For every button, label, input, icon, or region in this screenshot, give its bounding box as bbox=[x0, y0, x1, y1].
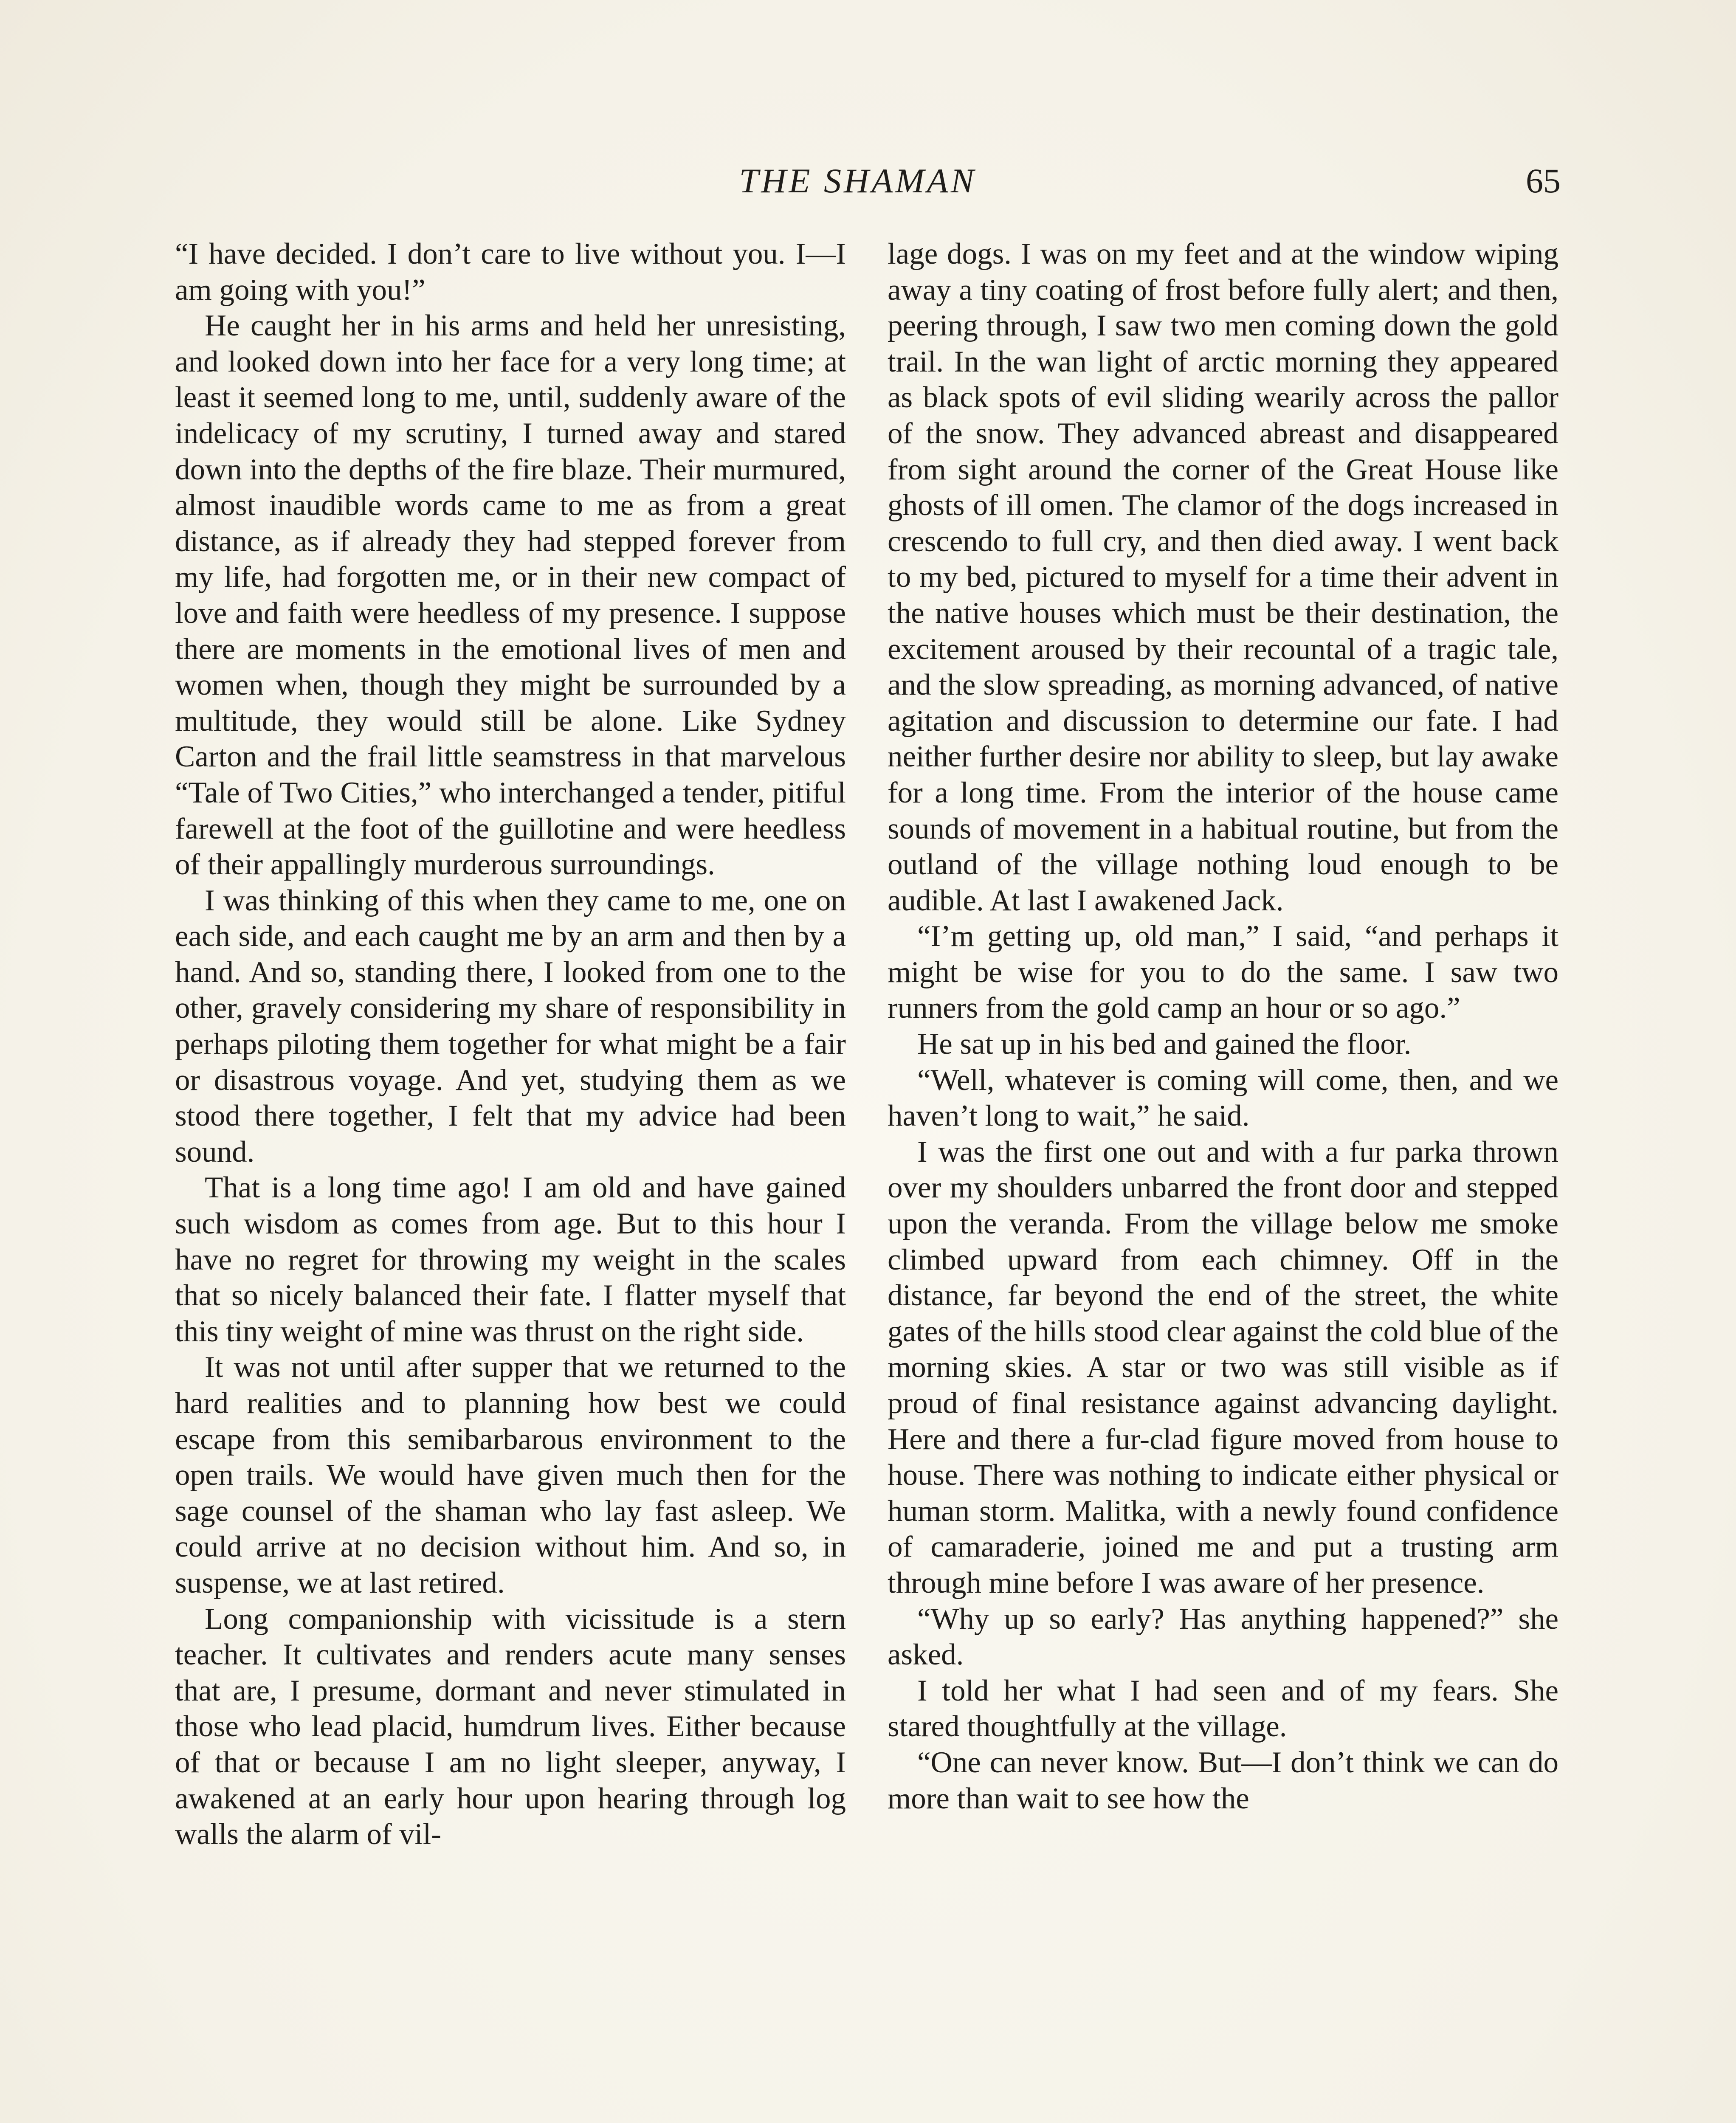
paragraph: “Well, whatever is coming will come, then, and we haven’t long to wait,” he said. bbox=[888, 1063, 1558, 1133]
paragraph: I told her what I had seen and of my fears. She stared thoughtfully at the village. bbox=[888, 1674, 1558, 1743]
paragraph: It was not until after supper that we returned to the hard realities and to planning how best we could escape from this semibarbarous environment to the open trails. We would have given much then for the sage counsel of the shaman who lay fast asleep. We could arrive at no decision without him. And so, in suspense, we at last retired. bbox=[175, 1351, 846, 1599]
paragraph: lage dogs. I was on my feet and at the window wiping away a tiny coating of frost before fully alert; and then, peering through, I saw two men coming down the gold trail. In the wan light of arctic morning they appeared as black spots of evil sliding wearily across the pallor of the snow. They advanced abreast and disappeared from sight around the corner of the Great House like ghosts of ill omen. The clamor of the dogs increased in crescendo to full cry, and then died away. I went back to my bed, pictured to myself for a time their advent in the native houses which must be their destination, the excitement aroused by their recountal of a tragic tale, and the slow spreading, as morning advanced, of native agitation and discussion to determine our fate. I had neither further desire nor ability to sleep, but lay awake for a long time. From the interior of the house came sounds of movement in a habitual routine, but from the outland of the village nothing loud enough to be audible. At last I awakened Jack. bbox=[888, 237, 1558, 917]
paragraph: “One can never know. But—I don’t think we can do more than wait to see how the bbox=[888, 1746, 1558, 1815]
paragraph: He sat up in his bed and gained the floor. bbox=[917, 1028, 1412, 1061]
left-column bbox=[175, 236, 846, 1853]
paragraph: I was thinking of this when they came to me, one on each side, and each caught me by an arm and then by a hand. And so, standing there, I looked from one to the other, gravely considering my share of responsibility in perhaps piloting them together for what might be a fair or disastrous voyage. And yet, studying them as we stood there together, I felt that my advice had been sound. bbox=[175, 884, 846, 1168]
paragraph: He caught her in his arms and held her unresisting, and looked down into her face for a very long time; at least it seemed long to me, until, suddenly aware of the indelicacy of my scrutiny, I turned away and stared down into the depths of the fire blaze. Their murmured, almost inaudible words came to me as from a great distance, as if already they had stepped forever from my life, had forgotten me, or in their new compact of love and faith were heedless of my presence. I suppose there are moments in the emotional lives of men and women when, though they might be surrounded by a multitude, they would still be alone. Like Sydney Carton and the frail little seamstress in that marvelous “Tale of Two Cities,” who interchanged a tender, pitiful farewell at the foot of the guillotine and were heedless of their appallingly murderous surroundings. bbox=[175, 309, 846, 881]
paragraph: Long companionship with vicissitude is a stern teacher. It cultivates and renders acute many senses that are, I presume, dormant and never stimulated in those who lead placid, humdrum lives. Either because of that or because I am no light sleeper, anyway, I awakened at an early hour upon hearing through log walls the alarm of vil- bbox=[175, 1602, 846, 1851]
page-number: 65 bbox=[1526, 161, 1561, 200]
paragraph: That is a long time ago! I am old and have gained such wisdom as comes from age. But to this hour I have no regret for throwing my weight in the scales that so nicely balanced their fate. I flatter myself that this tiny weight of mine was thrust on the right side. bbox=[175, 1171, 846, 1348]
paragraph: “I have decided. I don’t care to live without you. I—I am going with you!” bbox=[175, 237, 846, 307]
paragraph: “Why up so early? Has anything happened?” she asked. bbox=[888, 1602, 1558, 1672]
paragraph: I was the first one out and with a fur parka thrown over my shoulders unbarred the front door and stepped upon the veranda. From the village below me smoke climbed upward from each chimney. Off in the distance, far beyond the end of the street, the white gates of the hills stood clear against the cold blue of the morning skies. A star or two was still visible as if proud of final resistance against advancing daylight. Here and there a fur-clad figure moved from house to house. There was nothing to indicate either physical or human storm. Malitka, with a newly found confidence of camaraderie, joined me and put a trusting arm through mine before I was aware of her presence. bbox=[888, 1135, 1558, 1599]
running-title: THE SHAMAN bbox=[739, 161, 977, 200]
paragraph: “I’m getting up, old man,” I said, “and perhaps it might be wise for you to do the same. I saw two runners from the gold camp an hour or so ago.” bbox=[888, 920, 1558, 1025]
right-column bbox=[888, 236, 1558, 1816]
